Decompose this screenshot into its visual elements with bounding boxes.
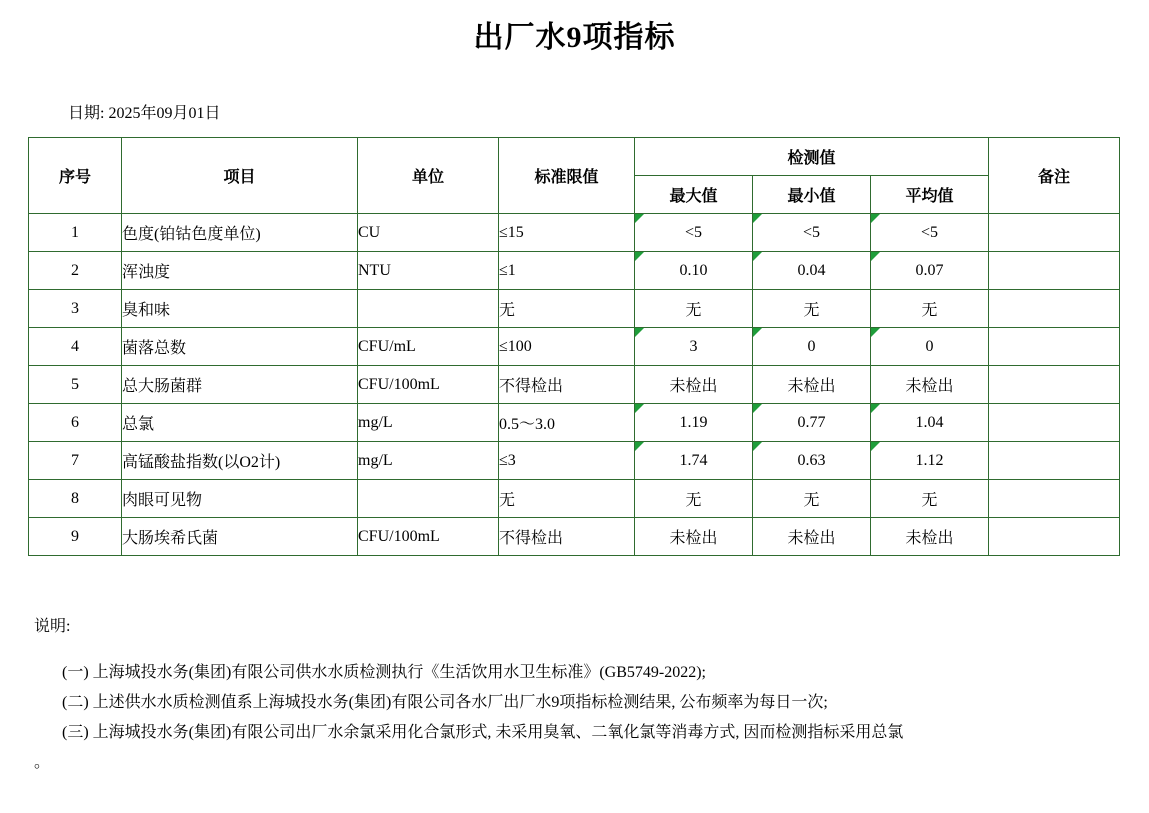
header-min: 最小值 bbox=[753, 176, 871, 214]
cell-avg: 0 bbox=[871, 328, 989, 366]
cell-unit: CFU/100mL bbox=[358, 518, 499, 556]
cell-max: 无 bbox=[635, 290, 753, 328]
cell-seq: 4 bbox=[29, 328, 122, 366]
header-item: 项目 bbox=[122, 138, 358, 214]
cell-limit: 无 bbox=[499, 480, 635, 518]
cell-item: 总大肠菌群 bbox=[122, 366, 358, 404]
cell-limit: ≤15 bbox=[499, 214, 635, 252]
cell-note bbox=[989, 480, 1120, 518]
cell-avg: 1.12 bbox=[871, 442, 989, 480]
cell-seq: 5 bbox=[29, 366, 122, 404]
cell-avg: 无 bbox=[871, 290, 989, 328]
table-body bbox=[29, 214, 1120, 556]
cell-item: 大肠埃希氏菌 bbox=[122, 518, 358, 556]
cell-seq: 2 bbox=[29, 252, 122, 290]
cell-item: 色度(铂钴色度单位) bbox=[122, 214, 358, 252]
table-row bbox=[29, 442, 1120, 480]
cell-limit: ≤100 bbox=[499, 328, 635, 366]
cell-note bbox=[989, 252, 1120, 290]
cell-max: 3 bbox=[635, 328, 753, 366]
table-row bbox=[29, 328, 1120, 366]
notes-section bbox=[34, 612, 1149, 778]
note-line-2: (二) 上述供水水质检测值系上海城投水务(集团)有限公司各水厂出厂水9项指标检测结果, 公布频率为每日一次; bbox=[62, 694, 828, 711]
cell-min: 无 bbox=[753, 480, 871, 518]
cell-unit: CU bbox=[358, 214, 499, 252]
cell-unit: CFU/mL bbox=[358, 328, 499, 366]
cell-max: 1.74 bbox=[635, 442, 753, 480]
cell-limit: 0.5～3.0 bbox=[499, 404, 635, 442]
note-line-3: (三) 上海城投水务(集团)有限公司出厂水余氯采用化合氯形式, 未采用臭氧、二氧化氯等消毒方式, 因而检测指标采用总氯 bbox=[62, 724, 904, 741]
cell-avg: 1.04 bbox=[871, 404, 989, 442]
header-detect-value: 检测值 bbox=[635, 138, 989, 176]
cell-note bbox=[989, 328, 1120, 366]
note-line-1: (一) 上海城投水务(集团)有限公司供水水质检测执行《生活饮用水卫生标准》(GB5749-2022); bbox=[62, 664, 706, 681]
header-seq: 序号 bbox=[29, 138, 122, 214]
table-row bbox=[29, 366, 1120, 404]
cell-min: 0 bbox=[753, 328, 871, 366]
cell-seq: 1 bbox=[29, 214, 122, 252]
table-head bbox=[29, 138, 1120, 214]
cell-unit: mg/L bbox=[358, 442, 499, 480]
cell-avg: 0.07 bbox=[871, 252, 989, 290]
cell-min: 无 bbox=[753, 290, 871, 328]
cell-max: <5 bbox=[635, 214, 753, 252]
cell-limit: 不得检出 bbox=[499, 366, 635, 404]
cell-note bbox=[989, 518, 1120, 556]
notes-heading: 说明: bbox=[34, 618, 71, 635]
table-row bbox=[29, 290, 1120, 328]
cell-item: 肉眼可见物 bbox=[122, 480, 358, 518]
cell-min: 0.04 bbox=[753, 252, 871, 290]
cell-avg: 未检出 bbox=[871, 518, 989, 556]
cell-note bbox=[989, 214, 1120, 252]
cell-note bbox=[989, 366, 1120, 404]
table-row bbox=[29, 214, 1120, 252]
cell-limit: 无 bbox=[499, 290, 635, 328]
cell-seq: 9 bbox=[29, 518, 122, 556]
cell-item: 菌落总数 bbox=[122, 328, 358, 366]
cell-note bbox=[989, 290, 1120, 328]
cell-max: 无 bbox=[635, 480, 753, 518]
cell-limit: ≤3 bbox=[499, 442, 635, 480]
table-header-row-1 bbox=[29, 138, 1120, 176]
cell-note bbox=[989, 442, 1120, 480]
cell-min: 未检出 bbox=[753, 518, 871, 556]
cell-seq: 8 bbox=[29, 480, 122, 518]
cell-avg: 未检出 bbox=[871, 366, 989, 404]
cell-min: 未检出 bbox=[753, 366, 871, 404]
cell-item: 臭和味 bbox=[122, 290, 358, 328]
note-line-4: 。 bbox=[34, 754, 51, 771]
cell-unit: mg/L bbox=[358, 404, 499, 442]
cell-min: 0.77 bbox=[753, 404, 871, 442]
page-title: 出厂水9项指标 bbox=[473, 21, 676, 54]
cell-max: 未检出 bbox=[635, 366, 753, 404]
table-row bbox=[29, 404, 1120, 442]
cell-avg: <5 bbox=[871, 214, 989, 252]
indicators-table-wrapper bbox=[28, 137, 1120, 556]
cell-seq: 7 bbox=[29, 442, 122, 480]
table-row bbox=[29, 518, 1120, 556]
cell-limit: 不得检出 bbox=[499, 518, 635, 556]
indicators-table bbox=[28, 137, 1120, 556]
report-date: 日期: 2025年09月01日 bbox=[68, 105, 221, 122]
cell-max: 1.19 bbox=[635, 404, 753, 442]
cell-item: 浑浊度 bbox=[122, 252, 358, 290]
cell-unit bbox=[358, 480, 499, 518]
cell-max: 未检出 bbox=[635, 518, 753, 556]
cell-unit bbox=[358, 290, 499, 328]
table-row bbox=[29, 480, 1120, 518]
table-row bbox=[29, 252, 1120, 290]
cell-unit: NTU bbox=[358, 252, 499, 290]
cell-unit: CFU/100mL bbox=[358, 366, 499, 404]
header-max: 最大值 bbox=[635, 176, 753, 214]
cell-seq: 6 bbox=[29, 404, 122, 442]
cell-min: 0.63 bbox=[753, 442, 871, 480]
cell-seq: 3 bbox=[29, 290, 122, 328]
cell-item: 高锰酸盐指数(以O2计) bbox=[122, 442, 358, 480]
cell-max: 0.10 bbox=[635, 252, 753, 290]
header-note: 备注 bbox=[989, 138, 1120, 214]
header-unit: 单位 bbox=[358, 138, 499, 214]
cell-item: 总氯 bbox=[122, 404, 358, 442]
cell-avg: 无 bbox=[871, 480, 989, 518]
cell-min: <5 bbox=[753, 214, 871, 252]
cell-note bbox=[989, 404, 1120, 442]
header-avg: 平均值 bbox=[871, 176, 989, 214]
header-limit: 标准限值 bbox=[499, 138, 635, 214]
cell-limit: ≤1 bbox=[499, 252, 635, 290]
